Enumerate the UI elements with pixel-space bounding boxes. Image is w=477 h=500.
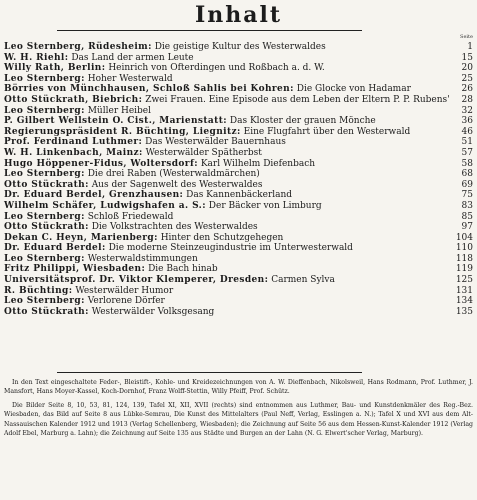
toc-entry-title: Hoher Westerwald xyxy=(87,73,173,84)
toc-entry-page: 85 xyxy=(461,211,473,222)
toc-entry-author: Dr. Eduard Berdel: xyxy=(4,243,106,254)
note-drawings: In den Text eingeschaltete Feder-, Bleistift-, Kohle- und Kreidezeichnungen von A. W. Dieffenbach, Nikolsweil, Hans Rodmann, Prof. Luthmer, J. Mansfort, Hans Moyer-Kassel, Koch-Dornhof, Franz Wolff-Stettin, Willy Pfeiff, Prof. Schütz. xyxy=(4,379,473,396)
toc-entry xyxy=(4,53,473,64)
toc-entry xyxy=(4,222,473,233)
toc-entry xyxy=(4,275,473,286)
toc-entry-page: 36 xyxy=(461,116,473,127)
toc-entry-author: Leo Sternberg: xyxy=(4,169,85,180)
toc-entry xyxy=(4,159,473,170)
toc-entry-page: 110 xyxy=(455,243,473,254)
toc-entry-author: Leo Sternberg: xyxy=(4,296,85,307)
toc-entry-title: Verlorene Dörfer xyxy=(87,296,165,307)
toc-entry-page: 28 xyxy=(461,94,473,105)
toc-entry-page: 125 xyxy=(455,275,473,286)
toc-entry xyxy=(4,286,473,297)
toc-entry-page: 119 xyxy=(455,264,473,275)
toc-entry-text xyxy=(4,127,451,138)
toc-entry-page: 20 xyxy=(461,63,473,74)
toc-entry-title: Die Volkstrachten des Westerwaldes xyxy=(91,222,258,233)
toc-entry xyxy=(4,127,473,138)
toc-entry xyxy=(4,264,473,275)
toc-entry-text xyxy=(4,296,451,307)
toc-entry xyxy=(4,296,473,307)
toc-entry-text xyxy=(4,264,451,275)
toc-entry-title: Müller Heibel xyxy=(87,105,151,116)
toc-entry-title: Die Glocke von Hadamar xyxy=(296,84,411,95)
toc-entry-page: 32 xyxy=(461,105,473,116)
toc-entry xyxy=(4,148,473,159)
toc-entry-title: Karl Wilhelm Diefenbach xyxy=(200,158,316,169)
toc-entry-author: Leo Sternberg: xyxy=(4,211,85,222)
toc-entry-author: Otto Stückrath: xyxy=(4,179,89,190)
toc-entry-page: 75 xyxy=(461,190,473,201)
toc-entry-title: Die moderne Steinzeugindustrie im Unterwesterwald xyxy=(108,243,353,254)
toc-entry-author: Leo Sternberg, Rüdesheim: xyxy=(4,42,152,52)
toc-entry-title: Aus der Sagenwelt des Westerwaldes xyxy=(91,179,263,190)
toc-entry xyxy=(4,95,473,106)
toc-entry-page: 134 xyxy=(455,296,473,307)
toc-entry-author: Hugo Höppener-Fidus, Woltersdorf: xyxy=(4,158,198,169)
toc-entry-author: W. H. Linkenbach, Mainz: xyxy=(4,147,143,158)
toc-entry-author: Leo Sternberg: xyxy=(4,73,85,84)
toc-entry xyxy=(4,116,473,127)
toc-entry-author: W. H. Riehl: xyxy=(4,52,69,63)
toc-entry-page: 15 xyxy=(461,52,473,63)
toc-entry-title: Westerwälder Spätherbst xyxy=(145,147,262,158)
toc-entry-author: Fritz Philippi, Wiesbaden: xyxy=(4,264,146,275)
toc-entry xyxy=(4,190,473,201)
toc-entry xyxy=(4,137,473,148)
toc-entry-title: Die geistige Kultur des Westerwaldes xyxy=(154,42,326,52)
toc-entry-author: Otto Stückrath: xyxy=(4,222,89,233)
toc-entry-page: 51 xyxy=(461,137,473,148)
toc-entry-title: Westerwaldstimmungen xyxy=(87,253,198,264)
toc-entry-author: Prof. Ferdinand Luthmer: xyxy=(4,137,143,148)
toc-entry-text xyxy=(4,201,451,212)
toc-entry-page: 57 xyxy=(461,147,473,158)
toc-entry xyxy=(4,74,473,85)
toc-entry-title: Das Kloster der grauen Mönche xyxy=(229,116,376,127)
toc-entry xyxy=(4,84,473,95)
toc-entry-title: Heinrich von Ofterdingen und Roßbach a. d. W. xyxy=(108,63,325,74)
toc-entry-title: Zwei Frauen. Eine Episode aus dem Leben der Eltern P. P. Rubens' xyxy=(145,94,450,105)
toc-entry-title: Eine Flugfahrt über den Westerwald xyxy=(243,126,411,137)
bottom-rule xyxy=(57,372,362,373)
toc-entry-text xyxy=(4,42,451,53)
toc-entry xyxy=(4,169,473,180)
toc-entry-text xyxy=(4,275,451,286)
toc-entry-author: Otto Stückrath: xyxy=(4,306,89,317)
toc-entry-title: Hinter den Schutzgehegen xyxy=(160,232,284,243)
toc-entry-text xyxy=(4,63,451,74)
toc-entry-title: Die Bach hinab xyxy=(148,264,218,275)
toc-entry-author: Regierungspräsident R. Büchting, Liegnitz: xyxy=(4,126,241,137)
toc-entry-page: 131 xyxy=(455,285,473,296)
toc-entry-text xyxy=(4,84,451,95)
toc-entry-text xyxy=(4,106,451,117)
toc-entry-title: Die drei Raben (Westerwaldmärchen) xyxy=(87,169,260,180)
toc-entry-page: 58 xyxy=(461,158,473,169)
toc-entry-page: 69 xyxy=(461,179,473,190)
toc-entry xyxy=(4,180,473,191)
toc-entry-text xyxy=(4,95,451,106)
toc-entry-page: 68 xyxy=(461,169,473,180)
toc-entry xyxy=(4,307,473,318)
toc-entry xyxy=(4,243,473,254)
toc-entry-author: Leo Sternberg: xyxy=(4,105,85,116)
toc-entry-page: 46 xyxy=(461,126,473,137)
toc-entry-author: R. Büchting: xyxy=(4,285,73,296)
toc-entry-title: Der Bäcker von Limburg xyxy=(208,200,322,211)
toc-entry xyxy=(4,254,473,265)
toc-entry-author: Leo Sternberg: xyxy=(4,253,85,264)
toc-entry xyxy=(4,42,473,53)
toc-entry-author: P. Gilbert Wellstein O. Cist., Marienstatt: xyxy=(4,116,228,127)
toc-entry-author: Wilhelm Schäfer, Ludwigshafen a. S.: xyxy=(4,200,206,211)
toc-entry xyxy=(4,233,473,244)
toc-entry-text xyxy=(4,222,451,233)
toc-entry-author: Dr. Eduard Berdel, Grenzhausen: xyxy=(4,190,184,201)
toc-entry-text xyxy=(4,180,451,191)
toc-entry-page: 135 xyxy=(455,306,473,317)
toc-entry xyxy=(4,212,473,223)
toc-entry-text xyxy=(4,116,451,127)
toc-entry-text xyxy=(4,169,451,180)
page-column-label: Seite xyxy=(460,34,473,40)
toc-entry-page: 118 xyxy=(455,253,473,264)
toc-entry-text xyxy=(4,74,451,85)
toc-entry-title: Das Land der armen Leute xyxy=(71,52,194,63)
toc-entry-page: 25 xyxy=(461,73,473,84)
toc-entry-text xyxy=(4,243,451,254)
toc-entry-author: Universitätsprof. Dr. Viktor Klemperer, Dresden: xyxy=(4,275,269,286)
note-image-sources: Die Bilder Seite 8, 10, 53, 81, 124, 139, Tafel XI, XII, XVII (rechts) sind entnommen aus Luthmer, Bau- und Kunstdenkmäler des Reg.-Bez. Wiesbaden, das Bild auf Seite 8 aus Lübke-Semrau, Die Kunst des Mittelalters (Paul Neff, Verlag, Esslingen a. N.); Tafel X und XVI aus dem Alt-Nassauischen Kalender 1912 und 1913 (Verlag Schellenberg, Wiesbaden); die Zeichnung auf Seite 56 aus dem Hessen-Kunst-Kalender 1912 (Verlag Adolf Ebel, Marburg a. Lahn); die Zeichnung auf Seite 135 aus Städte und Burgen an der Lahn (N. G. Elwert'scher Verlag, Marburg). xyxy=(4,401,473,438)
toc-entry xyxy=(4,106,473,117)
toc-entry-text xyxy=(4,286,451,297)
toc-entry xyxy=(4,201,473,212)
toc-entry-text xyxy=(4,233,451,244)
toc-entry-page: 26 xyxy=(461,84,473,95)
page-title: Inhalt xyxy=(194,2,283,28)
toc-entry-text xyxy=(4,190,451,201)
toc-entry-author: Otto Stückrath, Biebrich: xyxy=(4,94,143,105)
toc-entry-title: Westerwälder Volksgesang xyxy=(91,306,215,317)
toc-entry-text xyxy=(4,307,451,318)
toc-entry-text xyxy=(4,53,451,64)
toc-entry-author: Willy Rath, Berlin: xyxy=(4,63,106,74)
toc-entry-text xyxy=(4,148,451,159)
toc-entry-text xyxy=(4,159,451,170)
top-rule xyxy=(57,30,362,31)
toc-entry-title: Westerwälder Humor xyxy=(75,285,174,296)
toc-entry-title: Carmen Sylva xyxy=(271,275,335,286)
toc-entry-page: 97 xyxy=(461,222,473,233)
toc-entry-text xyxy=(4,254,451,265)
toc-entry-title: Das Kannenbäckerland xyxy=(186,190,293,201)
toc-entry-page: 1 xyxy=(467,42,473,52)
toc-list xyxy=(4,42,473,317)
toc-entry-page: 83 xyxy=(461,200,473,211)
toc-entry-text xyxy=(4,137,451,148)
toc-entry-text xyxy=(4,212,451,223)
toc-entry xyxy=(4,63,473,74)
toc-entry-author: Dekan C. Heyn, Marienberg: xyxy=(4,232,158,243)
toc-entry-author: Börries von Münchhausen, Schloß Sahlis bei Kohren: xyxy=(4,84,294,95)
toc-entry-title: Das Westerwälder Bauernhaus xyxy=(145,137,286,148)
illustration-notes xyxy=(4,378,473,442)
toc-entry-title: Schloß Friedewald xyxy=(87,211,174,222)
toc-entry-page: 104 xyxy=(455,232,473,243)
